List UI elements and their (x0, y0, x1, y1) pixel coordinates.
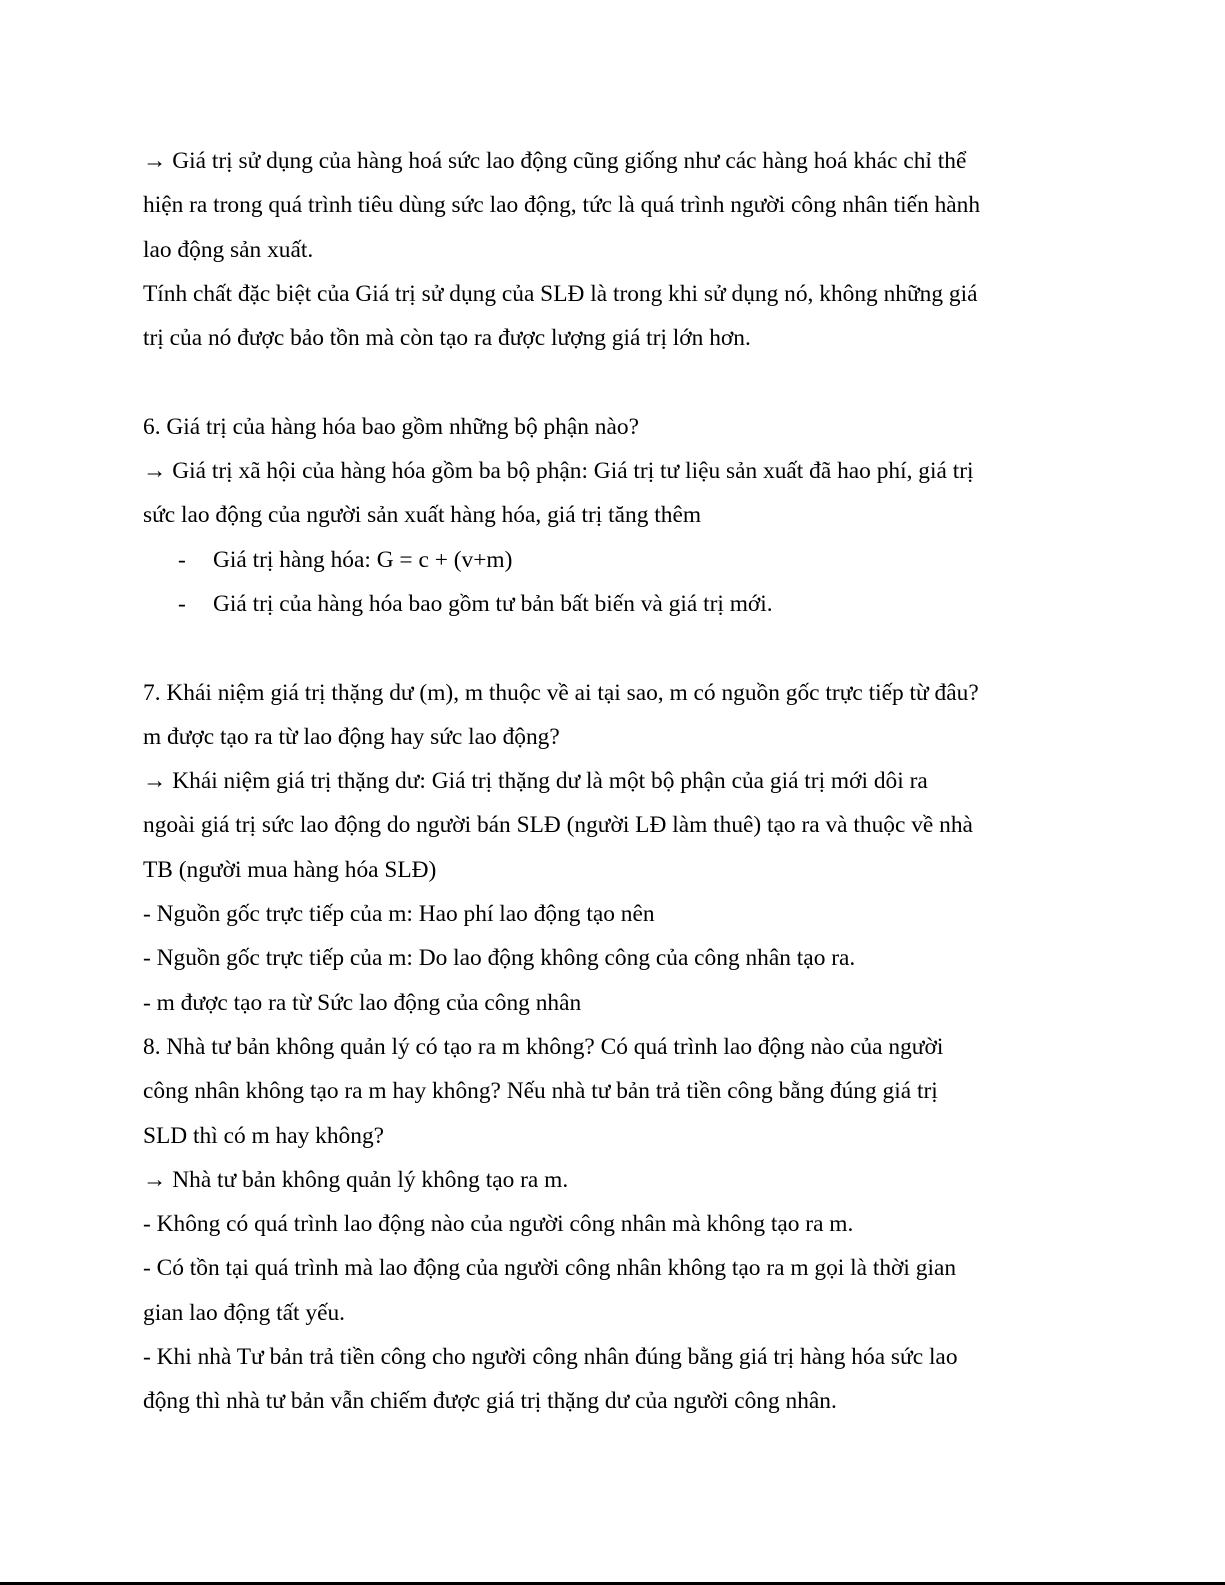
bullet-dash: - (178, 590, 186, 617)
text-line: → Giá trị xã hội của hàng hóa gồm ba bộ phận: Giá trị tư liệu sản xuất đã hao phí, giá trị (143, 458, 974, 485)
document-body (143, 139, 1083, 1424)
question-8-line: công nhân không tạo ra m hay không? Nếu nhà tư bản trả tiền công bằng đúng giá trị (143, 1078, 938, 1105)
bullet-item (143, 582, 1083, 626)
bullet-text: Giá trị của hàng hóa bao gồm tư bản bất biến và giá trị mới. (213, 590, 773, 617)
text-line: hiện ra trong quá trình tiêu dùng sức lao động, tức là quá trình người công nhân tiến hành (143, 192, 981, 219)
text-line: TB (người mua hàng hóa SLĐ) (143, 856, 437, 883)
blank-line (143, 626, 1083, 670)
text-line: - Khi nhà Tư bản trả tiền công cho người công nhân đúng bằng giá trị hàng hóa sức lao (143, 1344, 958, 1371)
text-line: - Nguồn gốc trực tiếp của m: Hao phí lao động tạo nên (143, 901, 655, 928)
section-5-answer (143, 139, 1083, 360)
question-7-line: 7. Khái niệm giá trị thặng dư (m), m thuộc về ai tại sao, m có nguồn gốc trực tiếp từ đâu? (143, 679, 979, 706)
question-7-line: m được tạo ra từ lao động hay sức lao động? (143, 723, 560, 750)
section-8 (143, 1025, 1083, 1424)
text-line: động thì nhà tư bản vẫn chiếm được giá trị thặng dư của người công nhân. (143, 1388, 837, 1415)
text-line: trị của nó được bảo tồn mà còn tạo ra được lượng giá trị lớn hơn. (143, 325, 751, 352)
text-line: → Giá trị sử dụng của hàng hoá sức lao động cũng giống như các hàng hoá khác chỉ thể (143, 148, 967, 174)
text-line: lao động sản xuất. (143, 236, 314, 263)
text-line: - Nguồn gốc trực tiếp của m: Do lao động không công của công nhân tạo ra. (143, 945, 856, 972)
text-line: - m được tạo ra từ Sức lao động của công nhân (143, 989, 582, 1016)
text-line: - Có tồn tại quá trình mà lao động của người công nhân không tạo ra m gọi là thời gian (143, 1255, 957, 1282)
text-line: → Nhà tư bản không quản lý không tạo ra m. (143, 1166, 569, 1193)
text-line: - Không có quá trình lao động nào của người công nhân mà không tạo ra m. (143, 1211, 854, 1238)
blank-line (143, 360, 1083, 404)
section-6 (143, 405, 1083, 626)
text-line: sức lao động của người sản xuất hàng hóa, giá trị tăng thêm (143, 502, 702, 529)
text-line: → Khái niệm giá trị thặng dư: Giá trị thặng dư là một bộ phận của giá trị mới dôi ra (143, 768, 928, 795)
text-line: ngoài giá trị sức lao động do người bán SLĐ (người LĐ làm thuê) tạo ra và thuộc về nhà (143, 812, 973, 839)
question-6: 6. Giá trị của hàng hóa bao gồm những bộ phận nào? (143, 413, 639, 440)
section-7 (143, 671, 1083, 1025)
bullet-item (143, 538, 1083, 582)
question-8-line: SLD thì có m hay không? (143, 1122, 385, 1149)
text-line: gian lao động tất yếu. (143, 1299, 346, 1326)
question-8-line: 8. Nhà tư bản không quản lý có tạo ra m không? Có quá trình lao động nào của người (143, 1033, 944, 1060)
text-line: Tính chất đặc biệt của Giá trị sử dụng của SLĐ là trong khi sử dụng nó, không những giá (143, 280, 978, 307)
bullet-dash: - (178, 546, 186, 573)
bullet-text: Giá trị hàng hóa: G = c + (v+m) (213, 546, 513, 573)
